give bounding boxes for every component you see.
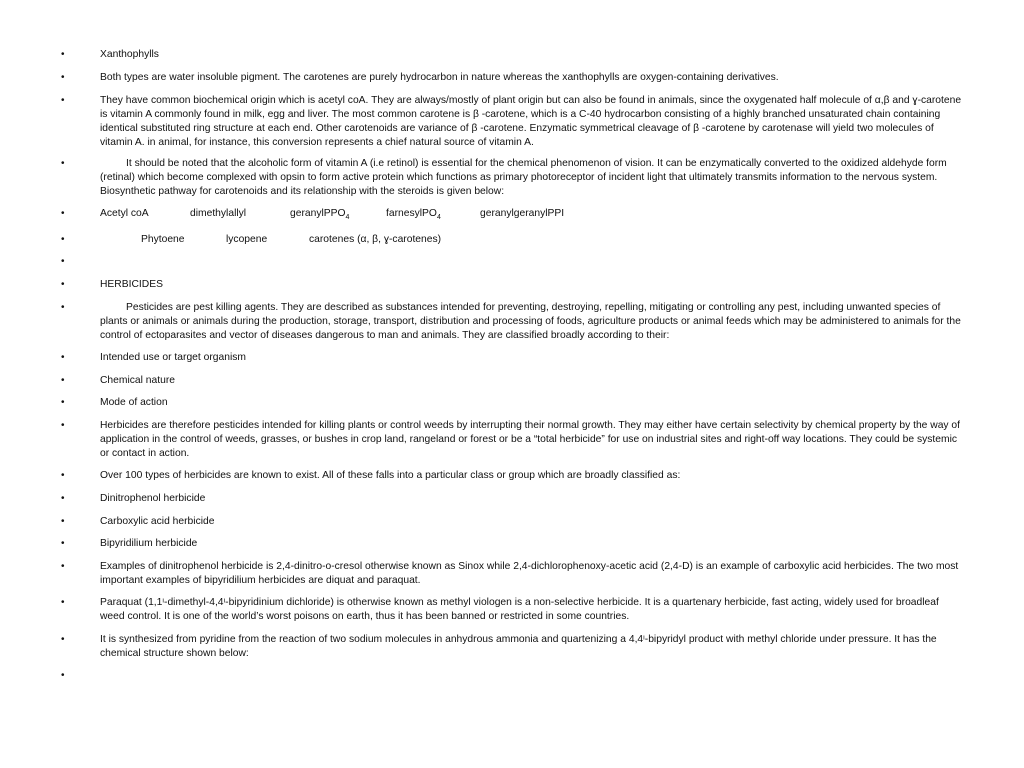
item-text: Chemical nature xyxy=(100,375,175,386)
pathway-geranyl-text: geranylPPO xyxy=(290,208,346,219)
list-item xyxy=(61,48,962,62)
bullet: • xyxy=(61,538,65,549)
bullet: • xyxy=(61,49,65,60)
bullet: • xyxy=(61,634,65,645)
list-item xyxy=(61,596,962,624)
item-text: Both types are water insoluble pigment. The carotenes are purely hydrocarbon in nature whereas the xanthophylls are oxygen-containing derivatives. xyxy=(100,72,779,83)
item-text: They have common biochemical origin which is acetyl coA. They are always/mostly of plant origin but can also be found in animals, since the oxygenated half molecule of α,β and ɣ-carotene is vitamin A commonly found in milk, egg and liver. The most common carotene is β -carotene, which is a C-40 hydrocarbon consisting of a highly branched unsaturated chain containing identical substituted ring structure at each end. Other carotenoids are variance of β -carotene. Enzymatic symmetrical cleavage of β -carotene by carotenase will yield two molecules of vitamin A. in animal, for instance, this conversion represents a chief natural source of vitamin A. xyxy=(100,95,962,148)
pathway-row xyxy=(61,233,962,247)
bullet: • xyxy=(61,397,65,408)
item-text: Carboxylic acid herbicide xyxy=(100,516,215,527)
pathway-dimethylallyl: dimethylallyl xyxy=(190,208,247,219)
list-item xyxy=(61,71,962,85)
bullet: • xyxy=(61,256,65,267)
list-item xyxy=(61,374,962,388)
bullet: • xyxy=(61,352,65,363)
list-item xyxy=(61,301,962,343)
list-item xyxy=(61,492,962,506)
item-text: Bipyridilium herbicide xyxy=(100,538,198,549)
item-text: Dinitrophenol herbicide xyxy=(100,493,206,504)
item-text: It is synthesized from pyridine from the reaction of two sodium molecules in anhydrous ammonia and quartenizing a 4,4ᶦ-bipyridyl product with methyl chloride under pressure. It has the chemical structure shown below: xyxy=(100,634,937,659)
pathway-geranyl xyxy=(290,207,386,221)
section-heading xyxy=(61,278,962,292)
item-text: Herbicides are therefore pesticides intended for killing plants or control weeds by interrupting their normal growth. They may either have certain selectivity by chemical property by the way of application in the control of weeds, grasses, or bushes in crop land, rangeland or forest or be a “total herbicide” for use on industrial sites and right-off way locations. They could be systemic or contact in action. xyxy=(100,420,961,459)
item-text: Paraquat (1,1ᶦ-dimethyl-4,4ᶦ-bipyridinium dichloride) is otherwise known as methyl viologen is a non-selective herbicide. It is a quartenary herbicide, fast acting, widely used for broadleaf weed control. It is one of the world’s worst poisons on earth, thus it has been banned or restricted in some countries. xyxy=(100,597,939,622)
bullet: • xyxy=(61,516,65,527)
bullet: • xyxy=(61,208,65,219)
bullet: • xyxy=(61,597,65,608)
pathway-farnesyl-subscript: 4 xyxy=(436,214,441,221)
bullet: • xyxy=(61,420,65,431)
bullet: • xyxy=(61,279,65,290)
bullet: • xyxy=(61,72,65,83)
item-text: Over 100 types of herbicides are known to exist. All of these falls into a particular class or group which are broadly classified as: xyxy=(100,470,681,481)
heading-herbicides: HERBICIDES xyxy=(100,279,163,290)
bullet: • xyxy=(61,95,65,106)
bullet: • xyxy=(61,375,65,386)
list-item xyxy=(61,94,962,150)
item-text: Mode of action xyxy=(100,397,168,408)
list-item xyxy=(61,396,962,410)
pathway-phytoene: Phytoene xyxy=(141,234,185,245)
item-text: It should be noted that the alcoholic form of vitamin A (i.e retinol) is essential for the chemical phenomenon of vision. It can be enzymatically converted to the oxidized aldehyde form (retinal) which become complexed with opsin to form active protein which functions as primary photoreceptor of incident light that ultimately transmits information to the nervous system. Biosynthetic pathway for carotenoids and its relationship with the steroids is given below: xyxy=(100,158,947,197)
item-text: Pesticides are pest killing agents. They are described as substances intended for preventing, destroying, repelling, mitigating or controlling any pest, including unwanted species of plants or animals or animals during the production, storage, transport, distribution and processing of foods, agriculture products or animal feeds which may be administered to animals for the control of ectoparasites and vector of diseases dangerous to man and animals. They are classified broadly according to their: xyxy=(100,302,961,341)
list-item xyxy=(61,469,962,483)
pathway-geranyl-subscript: 4 xyxy=(345,214,350,221)
list-item xyxy=(61,351,962,365)
bullet: • xyxy=(61,234,65,245)
item-text: Examples of dinitrophenol herbicide is 2,4-dinitro-o-cresol otherwise known as Sinox while 2,4-dichlorophenoxy-acetic acid (2,4-D) is an example of carboxylic acid herbicides. The two most important examples of bipyridilium herbicides are diquat and paraquat. xyxy=(100,561,959,586)
list-item xyxy=(61,560,962,588)
list-item xyxy=(61,515,962,529)
bullet: • xyxy=(61,493,65,504)
item-text: Xanthophylls xyxy=(100,49,159,60)
pathway-geranylgeranyl: geranylgeranylPPI xyxy=(480,208,565,219)
pathway-lycopene: lycopene xyxy=(226,234,268,245)
list-item xyxy=(61,419,962,461)
bullet: • xyxy=(61,158,65,169)
list-item xyxy=(61,633,962,661)
pathway-farnesyl-text: farnesylPO xyxy=(386,208,437,219)
bullet: • xyxy=(61,670,65,681)
item-text: Intended use or target organism xyxy=(100,352,246,363)
pathway-row xyxy=(61,207,962,221)
list-item xyxy=(61,157,962,199)
pathway-carotenes: carotenes (α, β, ɣ-carotenes) xyxy=(309,234,442,245)
bullet: • xyxy=(61,470,65,481)
pathway-farnesyl xyxy=(386,207,480,221)
pathway-acetyl-coa: Acetyl coA xyxy=(100,208,149,219)
list-item xyxy=(61,537,962,551)
bullet: • xyxy=(61,302,65,313)
bullet: • xyxy=(61,561,65,572)
